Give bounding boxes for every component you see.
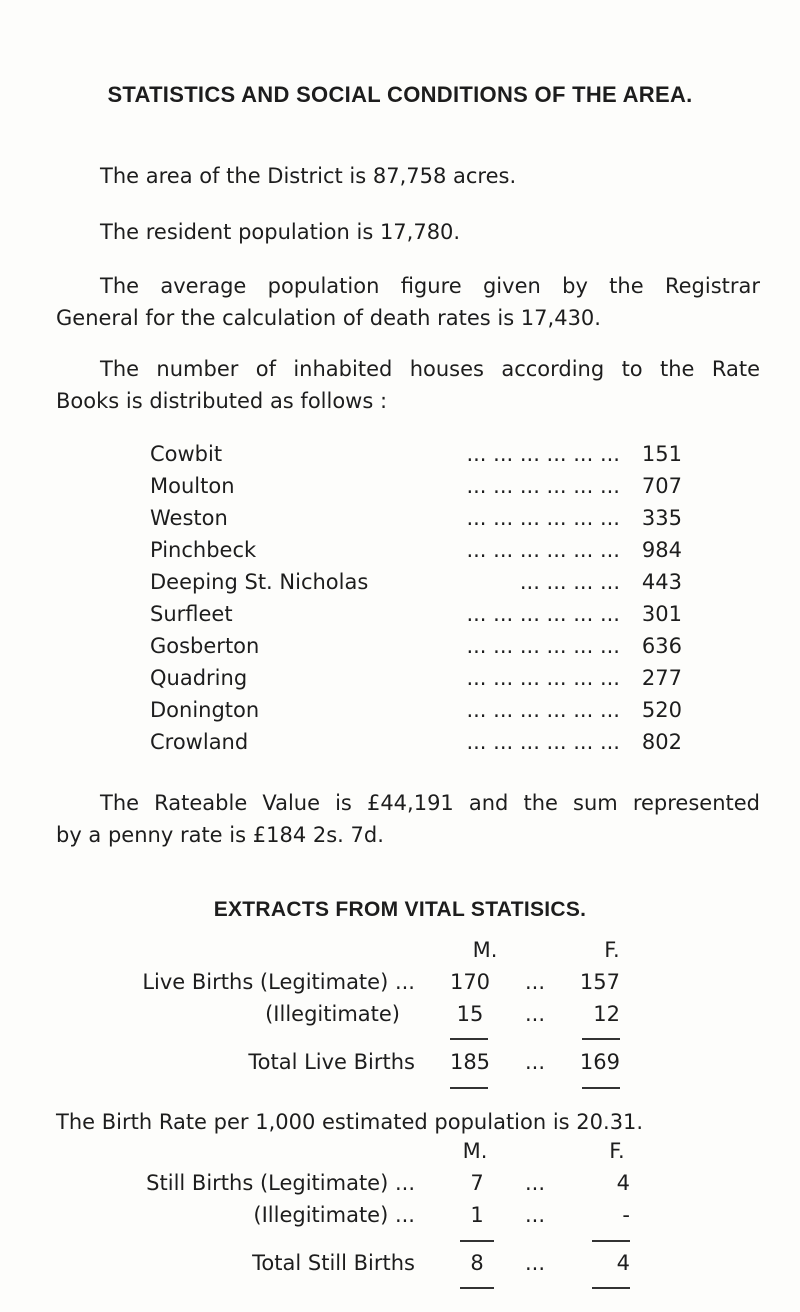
place-name: Deeping St. Nicholas	[150, 570, 369, 594]
sum-rule	[592, 1240, 630, 1242]
leader-dots: ... ... ... ... ... ...	[466, 666, 620, 690]
m-value: 7	[470, 1171, 484, 1195]
leader-dots: ... ... ... ... ... ...	[466, 538, 620, 562]
leader-dots: ... ... ... ... ... ...	[466, 730, 620, 754]
birth-rate-text: The Birth Rate per 1,000 estimated population is 20.31.	[56, 1110, 644, 1134]
f-value: 12	[593, 1002, 620, 1026]
separator-dots: ...	[524, 1050, 546, 1074]
house-count: 520	[641, 698, 682, 722]
houses-text-line2: Books is distributed as follows :	[56, 389, 388, 413]
house-count: 636	[641, 634, 682, 658]
col-f-header: F.	[609, 1139, 625, 1163]
col-m-header: M.	[462, 1139, 488, 1163]
separator-dots: ...	[524, 1002, 546, 1026]
sum-rule	[460, 1240, 494, 1242]
house-count: 802	[641, 730, 682, 754]
col-m-header: M.	[472, 938, 498, 962]
leader-dots: ... ... ... ... ... ...	[466, 442, 620, 466]
total-f-value: 4	[616, 1251, 630, 1275]
total-rule	[450, 1087, 488, 1089]
leader-dots: ... ... ... ... ... ...	[466, 506, 620, 530]
separator-dots: ...	[524, 1203, 546, 1227]
place-name: Weston	[150, 506, 228, 530]
place-name: Cowbit	[150, 442, 223, 466]
col-f-header: F.	[604, 938, 620, 962]
place-name: Moulton	[150, 474, 235, 498]
row-label: Still Births (Legitimate) ...	[146, 1171, 415, 1195]
average-text-line1: The average population figure given by the Registrar	[100, 274, 760, 298]
house-row	[150, 442, 222, 466]
average-text-line2: General for the calculation of death rates is 17,430.	[56, 306, 601, 330]
place-name: Surfleet	[150, 602, 233, 626]
total-f-value: 169	[579, 1050, 620, 1074]
house-count: 151	[641, 442, 682, 466]
place-name: Donington	[150, 698, 260, 722]
place-name: Pinchbeck	[150, 538, 257, 562]
separator-dots: ...	[524, 1171, 546, 1195]
rateable-text-line1: The Rateable Value is £44,191 and the sum represented	[100, 791, 760, 815]
m-value: 15	[456, 1002, 484, 1026]
leader-dots: ... ... ... ...	[519, 570, 620, 594]
houses-text-line1: The number of inhabited houses according to the Rate	[100, 357, 760, 381]
m-value: 170	[449, 970, 491, 994]
leader-dots: ... ... ... ... ... ...	[466, 698, 620, 722]
house-count: 707	[641, 474, 682, 498]
row-label: Live Births (Legitimate) ...	[142, 970, 415, 994]
house-count: 335	[641, 506, 682, 530]
population-text: The resident population is 17,780.	[100, 220, 461, 244]
leader-dots: ... ... ... ... ... ...	[466, 634, 620, 658]
sum-rule	[582, 1038, 620, 1040]
row-label: (Illegitimate)	[265, 1002, 400, 1026]
f-value: 157	[579, 970, 620, 994]
total-label: Total Live Births	[248, 1050, 415, 1074]
place-name: Quadring	[150, 666, 248, 690]
house-count: 277	[641, 666, 682, 690]
place-name: Gosberton	[150, 634, 260, 658]
rateable-text-line2: by a penny rate is £184 2s. 7d.	[56, 823, 384, 847]
house-count: 984	[641, 538, 682, 562]
house-count: 301	[641, 602, 682, 626]
area-text: The area of the District is 87,758 acres.	[100, 164, 517, 188]
house-count: 443	[641, 570, 682, 594]
m-value: 1	[470, 1203, 484, 1227]
leader-dots: ... ... ... ... ... ...	[466, 602, 620, 626]
row-label: (Illegitimate) ...	[253, 1203, 415, 1227]
separator-dots: ...	[524, 970, 546, 994]
total-rule	[460, 1287, 494, 1289]
separator-dots: ...	[524, 1251, 546, 1275]
sum-rule	[450, 1038, 488, 1040]
total-m-value: 8	[470, 1251, 484, 1275]
total-m-value: 185	[449, 1050, 491, 1074]
total-label: Total Still Births	[252, 1251, 415, 1275]
extracts-title: EXTRACTS FROM VITAL STATISICS.	[213, 898, 587, 921]
f-value: 4	[616, 1171, 630, 1195]
f-value: -	[622, 1203, 630, 1227]
leader-dots: ... ... ... ... ... ...	[466, 474, 620, 498]
page-title: STATISTICS AND SOCIAL CONDITIONS OF THE AREA.	[107, 82, 693, 107]
place-name: Crowland	[150, 730, 249, 754]
total-rule	[592, 1287, 630, 1289]
total-rule	[582, 1087, 620, 1089]
